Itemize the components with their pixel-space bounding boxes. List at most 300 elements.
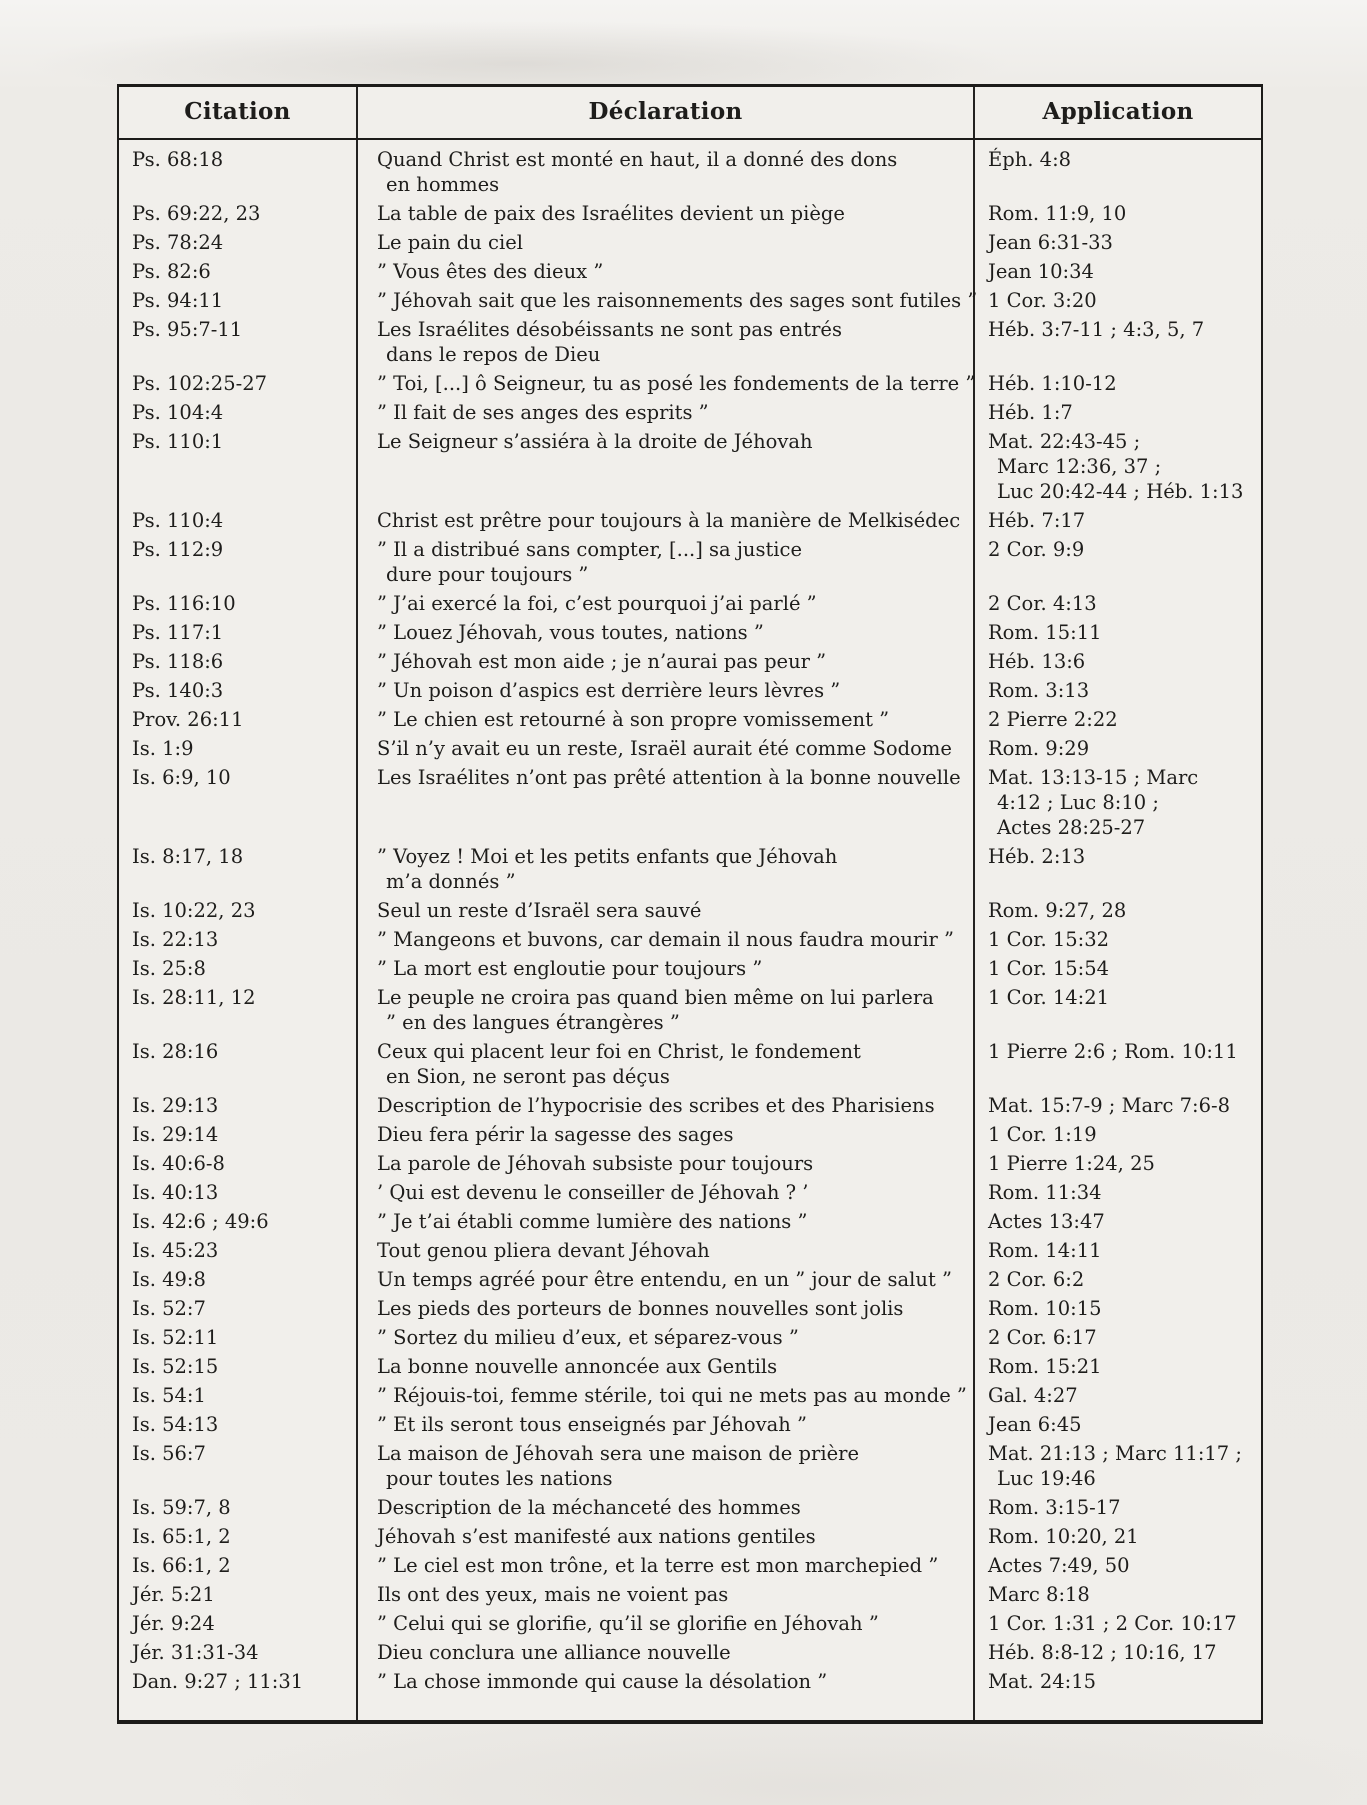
citation-cell xyxy=(119,1265,357,1294)
table-row xyxy=(119,1410,1261,1439)
application-cell-line: Mat. 22:43-45 ; xyxy=(988,430,1141,453)
declaration-cell xyxy=(357,1352,974,1381)
declaration-cell-line: ” Le ciel est mon trône, et la terre est mon marchepied ” xyxy=(377,1554,939,1577)
citation-cell xyxy=(119,589,357,618)
column-header-declaration: Déclaration xyxy=(357,87,974,139)
citation-cell xyxy=(119,139,357,199)
declaration-cell-line: ” Toi, [...] ô Seigneur, tu as posé les fondements de la terre ” xyxy=(377,372,976,395)
application-cell xyxy=(974,427,1261,506)
declaration-cell xyxy=(357,1493,974,1522)
declaration-cell xyxy=(357,1381,974,1410)
table-body xyxy=(119,139,1261,1720)
declaration-cell-line: ” Sortez du milieu d’eux, et séparez-vous ” xyxy=(377,1326,799,1349)
citation-cell-line: Is. 28:11, 12 xyxy=(132,986,256,1009)
citation-cell xyxy=(119,734,357,763)
application-cell xyxy=(974,647,1261,676)
application-cell-line: 2 Cor. 9:9 xyxy=(988,538,1085,561)
table-row xyxy=(119,369,1261,398)
application-cell-line: Rom. 11:9, 10 xyxy=(988,202,1127,225)
declaration-cell-line: ” Louez Jéhovah, vous toutes, nations ” xyxy=(377,621,764,644)
table-row xyxy=(119,705,1261,734)
citation-cell-line: Is. 42:6 ; 49:6 xyxy=(132,1210,269,1233)
declaration-cell-line: ” Vous êtes des dieux ” xyxy=(377,260,604,283)
table-row xyxy=(119,1580,1261,1609)
citation-cell xyxy=(119,535,357,589)
application-cell-line: Actes 7:49, 50 xyxy=(988,1554,1130,1577)
declaration-cell xyxy=(357,1149,974,1178)
application-cell xyxy=(974,676,1261,705)
application-cell xyxy=(974,983,1261,1037)
citation-cell-line: Is. 52:11 xyxy=(132,1326,219,1349)
citation-cell-line: Prov. 26:11 xyxy=(132,708,244,731)
application-cell xyxy=(974,1381,1261,1410)
declaration-cell xyxy=(357,398,974,427)
citation-cell xyxy=(119,1178,357,1207)
table-row xyxy=(119,1667,1261,1720)
application-cell xyxy=(974,315,1261,369)
citation-cell xyxy=(119,369,357,398)
application-cell-line: Héb. 8:8-12 ; 10:16, 17 xyxy=(988,1641,1217,1664)
application-cell-line: Héb. 2:13 xyxy=(988,845,1086,868)
declaration-cell xyxy=(357,1580,974,1609)
table-row xyxy=(119,1439,1261,1493)
citation-cell-line: Ps. 102:25-27 xyxy=(132,372,268,395)
application-cell xyxy=(974,1580,1261,1609)
application-cell xyxy=(974,1522,1261,1551)
application-cell-line: Rom. 10:20, 21 xyxy=(988,1525,1139,1548)
table-row xyxy=(119,763,1261,842)
declaration-cell-line: La maison de Jéhovah sera une maison de prière xyxy=(377,1442,859,1465)
declaration-cell-line: Le pain du ciel xyxy=(377,231,523,254)
application-cell-line: Rom. 14:11 xyxy=(988,1239,1102,1262)
declaration-cell xyxy=(357,1323,974,1352)
declaration-cell-line: pour toutes les nations xyxy=(386,1467,613,1490)
citation-cell xyxy=(119,1410,357,1439)
application-cell-line: Rom. 9:29 xyxy=(988,737,1090,760)
citation-cell xyxy=(119,842,357,896)
table-row xyxy=(119,1091,1261,1120)
table-row xyxy=(119,1381,1261,1410)
citation-cell-line: Ps. 104:4 xyxy=(132,401,224,424)
application-cell xyxy=(974,1352,1261,1381)
application-cell xyxy=(974,139,1261,199)
citation-cell-line: Is. 66:1, 2 xyxy=(132,1554,231,1577)
application-cell-line: 1 Cor. 15:54 xyxy=(988,957,1110,980)
declaration-cell xyxy=(357,1178,974,1207)
citation-cell xyxy=(119,1352,357,1381)
citation-cell xyxy=(119,1493,357,1522)
declaration-cell xyxy=(357,734,974,763)
declaration-cell xyxy=(357,925,974,954)
declaration-cell xyxy=(357,1236,974,1265)
citation-cell-line: Is. 56:7 xyxy=(132,1442,206,1465)
table-row xyxy=(119,535,1261,589)
citation-cell-line: Is. 52:7 xyxy=(132,1297,206,1320)
application-cell-line: 1 Cor. 3:20 xyxy=(988,289,1097,312)
citation-cell-line: Jér. 5:21 xyxy=(132,1583,215,1606)
declaration-cell-line: Les pieds des porteurs de bonnes nouvelles sont jolis xyxy=(377,1297,904,1320)
application-cell-line: 2 Pierre 2:22 xyxy=(988,708,1118,731)
declaration-cell-line: Le Seigneur s’assiéra à la droite de Jéhovah xyxy=(377,430,813,453)
table-row xyxy=(119,1352,1261,1381)
application-cell-line: Jean 10:34 xyxy=(988,260,1094,283)
application-cell-line: Mat. 13:13-15 ; Marc xyxy=(988,766,1199,789)
declaration-cell-line: ” en des langues étrangères ” xyxy=(386,1011,680,1034)
citation-cell xyxy=(119,506,357,535)
declaration-cell-line: Description de la méchanceté des hommes xyxy=(377,1496,801,1519)
citation-cell-line: Ps. 117:1 xyxy=(132,621,224,644)
citation-cell-line: Is. 49:8 xyxy=(132,1268,206,1291)
declaration-cell-line: Les Israélites désobéissants ne sont pas entrés xyxy=(377,318,842,341)
declaration-cell-line: ’ Qui est devenu le conseiller de Jéhovah ? ’ xyxy=(377,1181,809,1204)
declaration-cell-line: La parole de Jéhovah subsiste pour toujours xyxy=(377,1152,814,1175)
application-cell-line: Actes 28:25-27 xyxy=(997,816,1146,839)
citation-cell-line: Ps. 78:24 xyxy=(132,231,224,254)
application-cell-line: 2 Cor. 6:17 xyxy=(988,1326,1097,1349)
declaration-cell xyxy=(357,1265,974,1294)
application-cell xyxy=(974,369,1261,398)
citation-cell-line: Ps. 110:1 xyxy=(132,430,224,453)
citation-cell-line: Ps. 69:22, 23 xyxy=(132,202,261,225)
citation-cell-line: Ps. 94:11 xyxy=(132,289,224,312)
application-cell xyxy=(974,286,1261,315)
citation-cell-line: Is. 25:8 xyxy=(132,957,206,980)
application-cell-line: Jean 6:31-33 xyxy=(988,231,1113,254)
citation-cell-line: Is. 28:16 xyxy=(132,1040,219,1063)
table-header xyxy=(119,87,1261,139)
declaration-cell xyxy=(357,1207,974,1236)
application-cell-line: Marc 12:36, 37 ; xyxy=(997,455,1162,478)
citation-cell xyxy=(119,1120,357,1149)
declaration-cell xyxy=(357,618,974,647)
application-cell xyxy=(974,734,1261,763)
table-row xyxy=(119,1037,1261,1091)
declaration-cell xyxy=(357,1522,974,1551)
citation-cell xyxy=(119,427,357,506)
application-cell xyxy=(974,618,1261,647)
declaration-cell xyxy=(357,427,974,506)
declaration-cell xyxy=(357,506,974,535)
application-cell-line: Éph. 4:8 xyxy=(988,148,1072,171)
citation-cell xyxy=(119,1207,357,1236)
table-row xyxy=(119,1178,1261,1207)
application-cell xyxy=(974,1091,1261,1120)
declaration-cell xyxy=(357,139,974,199)
application-cell xyxy=(974,925,1261,954)
citation-cell xyxy=(119,983,357,1037)
citation-cell xyxy=(119,398,357,427)
table-row xyxy=(119,618,1261,647)
declaration-cell xyxy=(357,1037,974,1091)
column-header-citation: Citation xyxy=(119,87,357,139)
citation-cell-line: Is. 54:13 xyxy=(132,1413,219,1436)
declaration-cell-line: dure pour toujours ” xyxy=(386,563,589,586)
application-cell xyxy=(974,535,1261,589)
application-cell xyxy=(974,1236,1261,1265)
application-cell xyxy=(974,506,1261,535)
declaration-cell xyxy=(357,1120,974,1149)
application-cell-line: Rom. 10:15 xyxy=(988,1297,1102,1320)
application-cell-line: Héb. 1:7 xyxy=(988,401,1073,424)
table-row xyxy=(119,257,1261,286)
application-cell-line: Gal. 4:27 xyxy=(988,1384,1078,1407)
declaration-cell-line: ” Jéhovah sait que les raisonnements des sages sont futiles ” xyxy=(377,289,978,312)
application-cell-line: Rom. 15:11 xyxy=(988,621,1102,644)
application-cell xyxy=(974,1667,1261,1720)
table-row xyxy=(119,1609,1261,1638)
application-cell-line: 2 Cor. 6:2 xyxy=(988,1268,1085,1291)
application-cell-line: Mat. 15:7-9 ; Marc 7:6-8 xyxy=(988,1094,1230,1117)
citation-cell xyxy=(119,896,357,925)
table-row xyxy=(119,1149,1261,1178)
declaration-cell xyxy=(357,369,974,398)
application-cell xyxy=(974,1037,1261,1091)
citation-cell-line: Is. 59:7, 8 xyxy=(132,1496,231,1519)
citation-cell xyxy=(119,199,357,228)
table-row xyxy=(119,1522,1261,1551)
declaration-cell-line: ” Réjouis-toi, femme stérile, toi qui ne mets pas au monde ” xyxy=(377,1384,967,1407)
application-cell xyxy=(974,1178,1261,1207)
declaration-cell xyxy=(357,1609,974,1638)
declaration-cell-line: Ils ont des yeux, mais ne voient pas xyxy=(377,1583,729,1606)
declaration-cell-line: ” Celui qui se glorifie, qu’il se glorifie en Jéhovah ” xyxy=(377,1612,879,1635)
application-cell xyxy=(974,954,1261,983)
citation-cell-line: Is. 40:6-8 xyxy=(132,1152,225,1175)
application-cell-line: Mat. 21:13 ; Marc 11:17 ; xyxy=(988,1442,1242,1465)
citation-declaration-application-table xyxy=(119,87,1261,1720)
application-cell xyxy=(974,1323,1261,1352)
application-cell xyxy=(974,257,1261,286)
application-cell-line: Actes 13:47 xyxy=(988,1210,1105,1233)
declaration-cell xyxy=(357,705,974,734)
application-cell-line: Mat. 24:15 xyxy=(988,1670,1097,1693)
citation-cell xyxy=(119,1381,357,1410)
application-cell-line: 2 Cor. 4:13 xyxy=(988,592,1097,615)
application-cell-line: 1 Pierre 1:24, 25 xyxy=(988,1152,1155,1175)
table-row xyxy=(119,315,1261,369)
declaration-cell-line: en Sion, ne seront pas déçus xyxy=(386,1065,670,1088)
table-row xyxy=(119,199,1261,228)
application-cell xyxy=(974,705,1261,734)
declaration-cell-line: ” Il fait de ses anges des esprits ” xyxy=(377,401,709,424)
citation-cell-line: Ps. 68:18 xyxy=(132,148,224,171)
declaration-cell xyxy=(357,842,974,896)
citation-cell-line: Is. 65:1, 2 xyxy=(132,1525,231,1548)
application-cell-line: Rom. 11:34 xyxy=(988,1181,1102,1204)
citation-cell xyxy=(119,1236,357,1265)
application-cell xyxy=(974,1149,1261,1178)
application-cell-line: 1 Pierre 2:6 ; Rom. 10:11 xyxy=(988,1040,1238,1063)
citation-cell xyxy=(119,1439,357,1493)
application-cell xyxy=(974,842,1261,896)
citation-cell xyxy=(119,705,357,734)
declaration-cell-line: ” Il a distribué sans compter, [...] sa justice xyxy=(377,538,803,561)
citation-cell-line: Ps. 140:3 xyxy=(132,679,224,702)
declaration-cell-line: ” Un poison d’aspics est derrière leurs lèvres ” xyxy=(377,679,841,702)
application-cell xyxy=(974,1439,1261,1493)
application-cell xyxy=(974,1120,1261,1149)
declaration-cell xyxy=(357,763,974,842)
citation-cell-line: Is. 29:13 xyxy=(132,1094,219,1117)
application-cell-line: 1 Cor. 14:21 xyxy=(988,986,1110,1009)
application-cell xyxy=(974,228,1261,257)
application-cell xyxy=(974,896,1261,925)
declaration-cell xyxy=(357,896,974,925)
declaration-cell-line: Tout genou pliera devant Jéhovah xyxy=(377,1239,710,1262)
declaration-cell xyxy=(357,199,974,228)
table-row xyxy=(119,1323,1261,1352)
table-row xyxy=(119,896,1261,925)
reference-table-frame xyxy=(117,84,1263,1724)
citation-cell-line: Is. 29:14 xyxy=(132,1123,219,1146)
declaration-cell xyxy=(357,954,974,983)
declaration-cell xyxy=(357,1638,974,1667)
citation-cell xyxy=(119,763,357,842)
citation-cell xyxy=(119,1667,357,1720)
application-cell xyxy=(974,398,1261,427)
application-cell-line: Héb. 13:6 xyxy=(988,650,1086,673)
table-row xyxy=(119,1638,1261,1667)
declaration-cell-line: ” Voyez ! Moi et les petits enfants que Jéhovah xyxy=(377,845,838,868)
citation-cell-line: Ps. 112:9 xyxy=(132,538,224,561)
application-cell xyxy=(974,1410,1261,1439)
declaration-cell-line: ” Jéhovah est mon aide ; je n’aurai pas peur ” xyxy=(377,650,827,673)
declaration-cell xyxy=(357,1551,974,1580)
declaration-cell-line: en hommes xyxy=(386,173,500,196)
table-row xyxy=(119,1120,1261,1149)
application-cell-line: 1 Cor. 1:31 ; 2 Cor. 10:17 xyxy=(988,1612,1237,1635)
declaration-cell xyxy=(357,315,974,369)
citation-cell xyxy=(119,1580,357,1609)
table-row xyxy=(119,1265,1261,1294)
application-cell-line: 1 Cor. 1:19 xyxy=(988,1123,1097,1146)
declaration-cell-line: m’a donnés ” xyxy=(386,870,516,893)
declaration-cell xyxy=(357,589,974,618)
citation-cell xyxy=(119,647,357,676)
declaration-cell-line: Seul un reste d’Israël sera sauvé xyxy=(377,899,702,922)
declaration-cell xyxy=(357,1410,974,1439)
table-row xyxy=(119,1551,1261,1580)
declaration-cell-line: Christ est prêtre pour toujours à la manière de Melkisédec xyxy=(377,509,961,532)
table-row xyxy=(119,286,1261,315)
citation-cell-line: Is. 10:22, 23 xyxy=(132,899,256,922)
declaration-cell xyxy=(357,286,978,315)
declaration-cell xyxy=(357,257,974,286)
declaration-cell-line: Jéhovah s’est manifesté aux nations gentiles xyxy=(377,1525,816,1548)
citation-cell xyxy=(119,1638,357,1667)
citation-cell-line: Dan. 9:27 ; 11:31 xyxy=(132,1670,304,1693)
application-cell-line: 4:12 ; Luc 8:10 ; xyxy=(997,791,1159,814)
citation-cell xyxy=(119,925,357,954)
declaration-cell-line: ” La mort est engloutie pour toujours ” xyxy=(377,957,763,980)
table-row xyxy=(119,647,1261,676)
citation-cell xyxy=(119,954,357,983)
table-row xyxy=(119,1294,1261,1323)
application-cell-line: Héb. 1:10-12 xyxy=(988,372,1117,395)
application-cell xyxy=(974,1207,1261,1236)
declaration-cell xyxy=(357,983,974,1037)
citation-cell xyxy=(119,257,357,286)
declaration-cell-line: Description de l’hypocrisie des scribes et des Pharisiens xyxy=(377,1094,935,1117)
table-row xyxy=(119,589,1261,618)
declaration-cell-line: ” Je t’ai établi comme lumière des nations ” xyxy=(377,1210,808,1233)
declaration-cell xyxy=(357,535,974,589)
table-row xyxy=(119,228,1261,257)
table-row xyxy=(119,506,1261,535)
citation-cell xyxy=(119,1609,357,1638)
application-cell-line: Rom. 15:21 xyxy=(988,1355,1102,1378)
table-row xyxy=(119,1236,1261,1265)
table-row xyxy=(119,734,1261,763)
column-header-application: Application xyxy=(974,87,1261,139)
table-row xyxy=(119,842,1261,896)
table-row xyxy=(119,1207,1261,1236)
citation-cell-line: Is. 40:13 xyxy=(132,1181,219,1204)
citation-cell-line: Ps. 95:7-11 xyxy=(132,318,243,341)
citation-cell xyxy=(119,1323,357,1352)
table-row xyxy=(119,1493,1261,1522)
citation-cell xyxy=(119,315,357,369)
declaration-cell-line: ” J’ai exercé la foi, c’est pourquoi j’ai parlé ” xyxy=(377,592,817,615)
application-cell xyxy=(974,1551,1261,1580)
citation-cell xyxy=(119,1037,357,1091)
table-row xyxy=(119,398,1261,427)
citation-cell xyxy=(119,1091,357,1120)
declaration-cell-line: La table de paix des Israélites devient un piège xyxy=(377,202,845,225)
application-cell-line: Héb. 7:17 xyxy=(988,509,1086,532)
application-cell-line: Luc 20:42-44 ; Héb. 1:13 xyxy=(997,480,1244,503)
application-cell-line: Luc 19:46 xyxy=(997,1467,1096,1490)
application-cell xyxy=(974,1493,1261,1522)
application-cell xyxy=(974,199,1261,228)
application-cell-line: Jean 6:45 xyxy=(988,1413,1082,1436)
citation-cell-line: Ps. 118:6 xyxy=(132,650,224,673)
citation-cell xyxy=(119,676,357,705)
citation-cell-line: Is. 54:1 xyxy=(132,1384,206,1407)
application-cell-line: 1 Cor. 15:32 xyxy=(988,928,1110,951)
application-cell xyxy=(974,1294,1261,1323)
application-cell-line: Héb. 3:7-11 ; 4:3, 5, 7 xyxy=(988,318,1205,341)
declaration-cell-line: ” Le chien est retourné à son propre vomissement ” xyxy=(377,708,890,731)
declaration-cell-line: dans le repos de Dieu xyxy=(386,343,601,366)
table-row xyxy=(119,925,1261,954)
table-row xyxy=(119,427,1261,506)
application-cell xyxy=(974,1265,1261,1294)
declaration-cell xyxy=(357,676,974,705)
declaration-cell-line: S’il n’y avait eu un reste, Israël aurait été comme Sodome xyxy=(377,737,952,760)
citation-cell xyxy=(119,286,357,315)
declaration-cell-line: Les Israélites n’ont pas prêté attention à la bonne nouvelle xyxy=(377,766,961,789)
citation-cell-line: Is. 45:23 xyxy=(132,1239,219,1262)
citation-cell-line: Ps. 116:10 xyxy=(132,592,236,615)
declaration-cell-line: Dieu fera périr la sagesse des sages xyxy=(377,1123,734,1146)
citation-cell xyxy=(119,1149,357,1178)
application-cell xyxy=(974,763,1261,842)
citation-cell xyxy=(119,618,357,647)
citation-cell-line: Is. 1:9 xyxy=(132,737,194,760)
citation-cell xyxy=(119,1294,357,1323)
citation-cell xyxy=(119,1522,357,1551)
table-row xyxy=(119,676,1261,705)
citation-cell xyxy=(119,228,357,257)
table-row xyxy=(119,139,1261,199)
application-cell-line: Rom. 3:15-17 xyxy=(988,1496,1121,1519)
declaration-cell xyxy=(357,1667,974,1720)
declaration-cell-line: La bonne nouvelle annoncée aux Gentils xyxy=(377,1355,778,1378)
declaration-cell xyxy=(357,228,974,257)
declaration-cell-line: Ceux qui placent leur foi en Christ, le fondement xyxy=(377,1040,861,1063)
application-cell-line: Marc 8:18 xyxy=(988,1583,1090,1606)
